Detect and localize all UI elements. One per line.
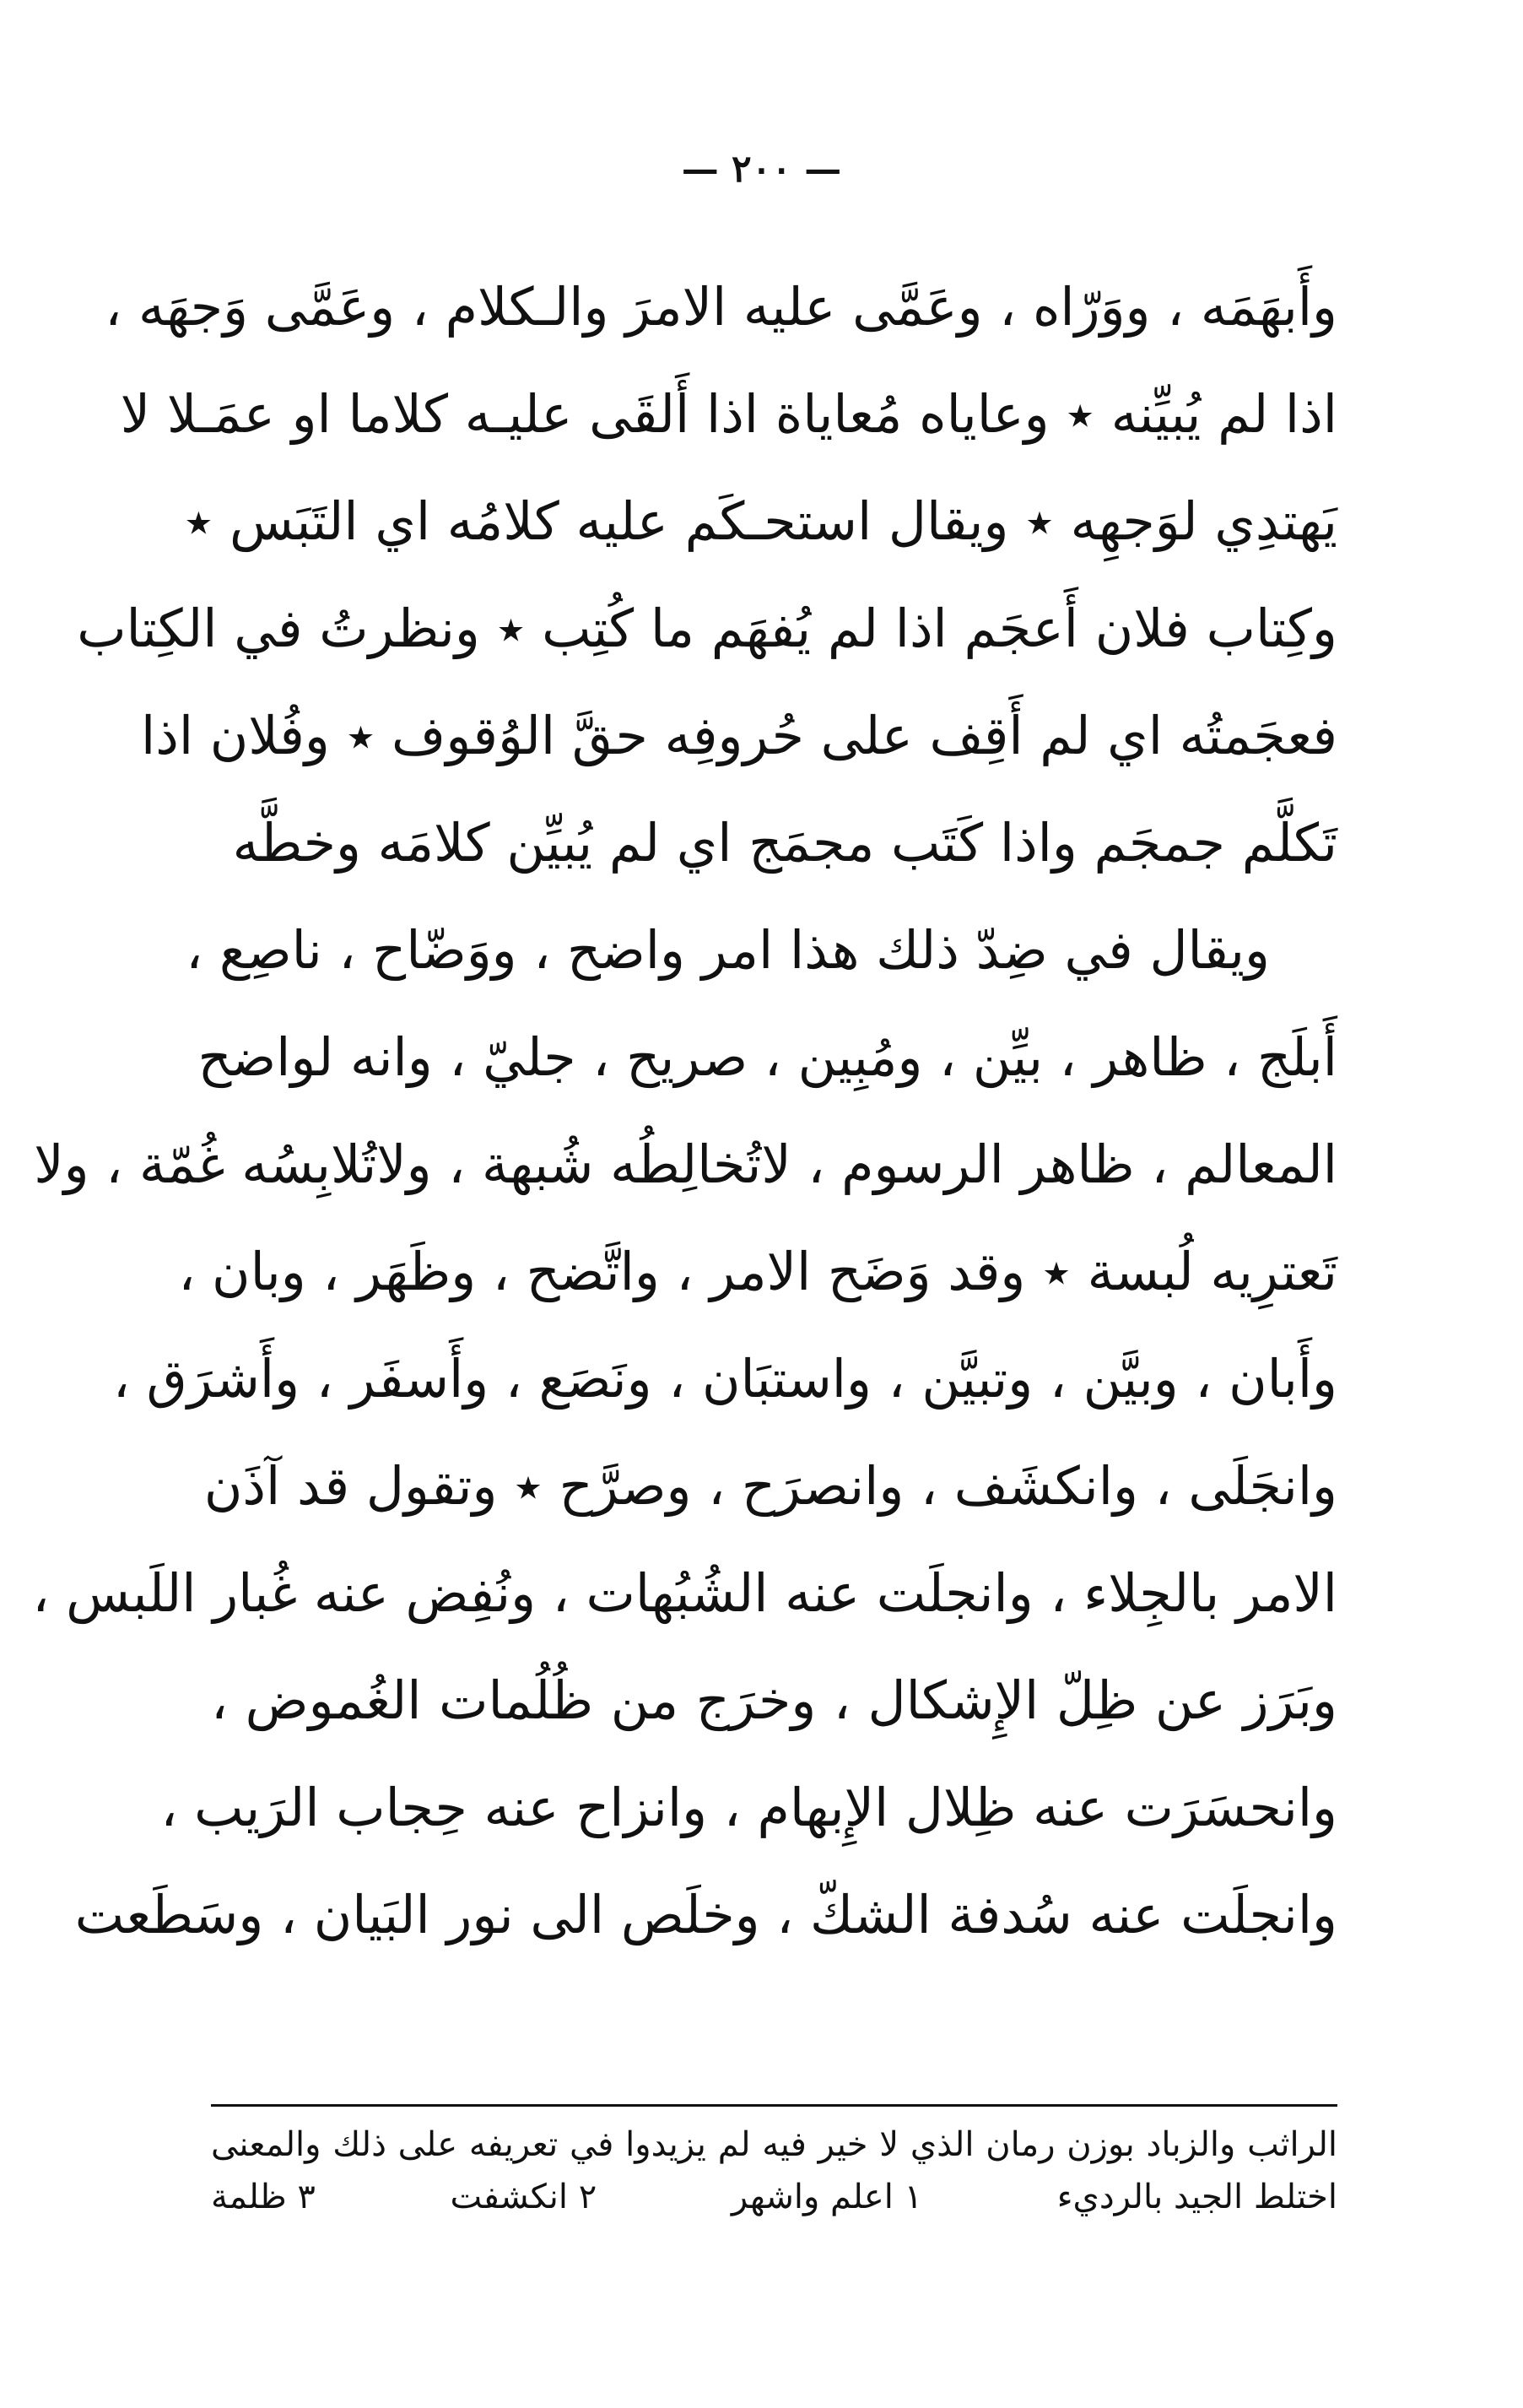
- footnote-item: ٢ انكشفت: [450, 2178, 597, 2216]
- text-line-13: الامر بالجِلاء ، وانجلَت عنه الشُبُهات ، ونُفِض عنه غُبار اللَبس ،: [32, 1562, 1337, 1624]
- footnote-line-1: الراثب والزباد بوزن رمان الذي لا خير فيه لم يزيدوا في تعريفه على ذلك والمعنى: [211, 2125, 1337, 2164]
- text-line-16: وانجلَت عنه سُدفة الشكّ ، وخلَص الى نور البَيان ، وسَطَعت: [74, 1884, 1337, 1945]
- text-line-15: وانحسَرَت عنه ظِلال الإِبهام ، وانزاح عنه حِجاب الرَيب ،: [160, 1777, 1337, 1838]
- footnotes: [211, 2118, 1337, 2223]
- text-line-6: تَكلَّم جمجَم واذا كَتَب مجمَج اي لم يُبيِّن كلامَه وخطَّه: [232, 812, 1337, 874]
- footnote-item: ٣ ظلمة: [211, 2178, 316, 2216]
- text-line-3: يَهتدِي لوَجهِه ٭ ويقال استحـكَم عليه كلامُه اي التَبَس ٭: [184, 490, 1337, 552]
- footnote-item: اختلط الجيد بالرديء: [1056, 2178, 1337, 2216]
- text-line-1: وأَبهَمَه ، ووَرّاه ، وعَمَّى عليه الامرَ والـكلام ، وعَمَّى وَجهَه ،: [105, 276, 1337, 338]
- footnote-item: ١ اعلم واشهر: [731, 2178, 923, 2216]
- text-line-4: وكِتاب فلان أَعجَم اذا لم يُفهَم ما كُتِب ٭ ونظرتُ في الكِتاب: [77, 598, 1337, 659]
- body-text: [32, 253, 1337, 1968]
- footnote-divider: [211, 2104, 1337, 2107]
- text-line-9: المعالم ، ظاهر الرسوم ، لاتُخالِطُه شُبهة ، ولاتُلابِسُه غُمّة ، ولا: [34, 1134, 1337, 1195]
- text-line-11: وأَبان ، وبيَّن ، وتبيَّن ، واستبَان ، ونَصَع ، وأَسفَر ، وأَشرَق ،: [112, 1348, 1337, 1410]
- page-number: — ٢٠٠ —: [681, 148, 842, 191]
- text-line-12: وانجَلَى ، وانكشَف ، وانصرَح ، وصرَّح ٭ وتقول قد آذَن: [203, 1455, 1337, 1517]
- text-line-14: وبَرَز عن ظِلّ الإِشكال ، وخرَج من ظُلُمات الغُموض ،: [211, 1669, 1337, 1731]
- text-line-7: ويقال في ضِدّ ذلك هذا امر واضح ، ووَضّاح ، ناصِع ،: [186, 919, 1270, 981]
- footnote-line-2: [211, 2171, 1337, 2223]
- text-line-8: أَبلَج ، ظاهر ، بيِّن ، ومُبِين ، صريح ، جليّ ، وانه لواضح: [197, 1026, 1337, 1088]
- text-line-5: فعجَمتُه اي لم أَقِف على حُروفِه حقَّ الوُقوف ٭ وفُلان اذا: [140, 705, 1337, 766]
- text-line-2: اذا لم يُبيِّنه ٭ وعاياه مُعاياة اذا أَلقَى عليـه كلاما او عمَـلا لا: [120, 383, 1337, 445]
- text-line-10: تَعترِيه لُبسة ٭ وقد وَضَح الامر ، واتَّضح ، وظَهَر ، وبان ،: [178, 1241, 1337, 1302]
